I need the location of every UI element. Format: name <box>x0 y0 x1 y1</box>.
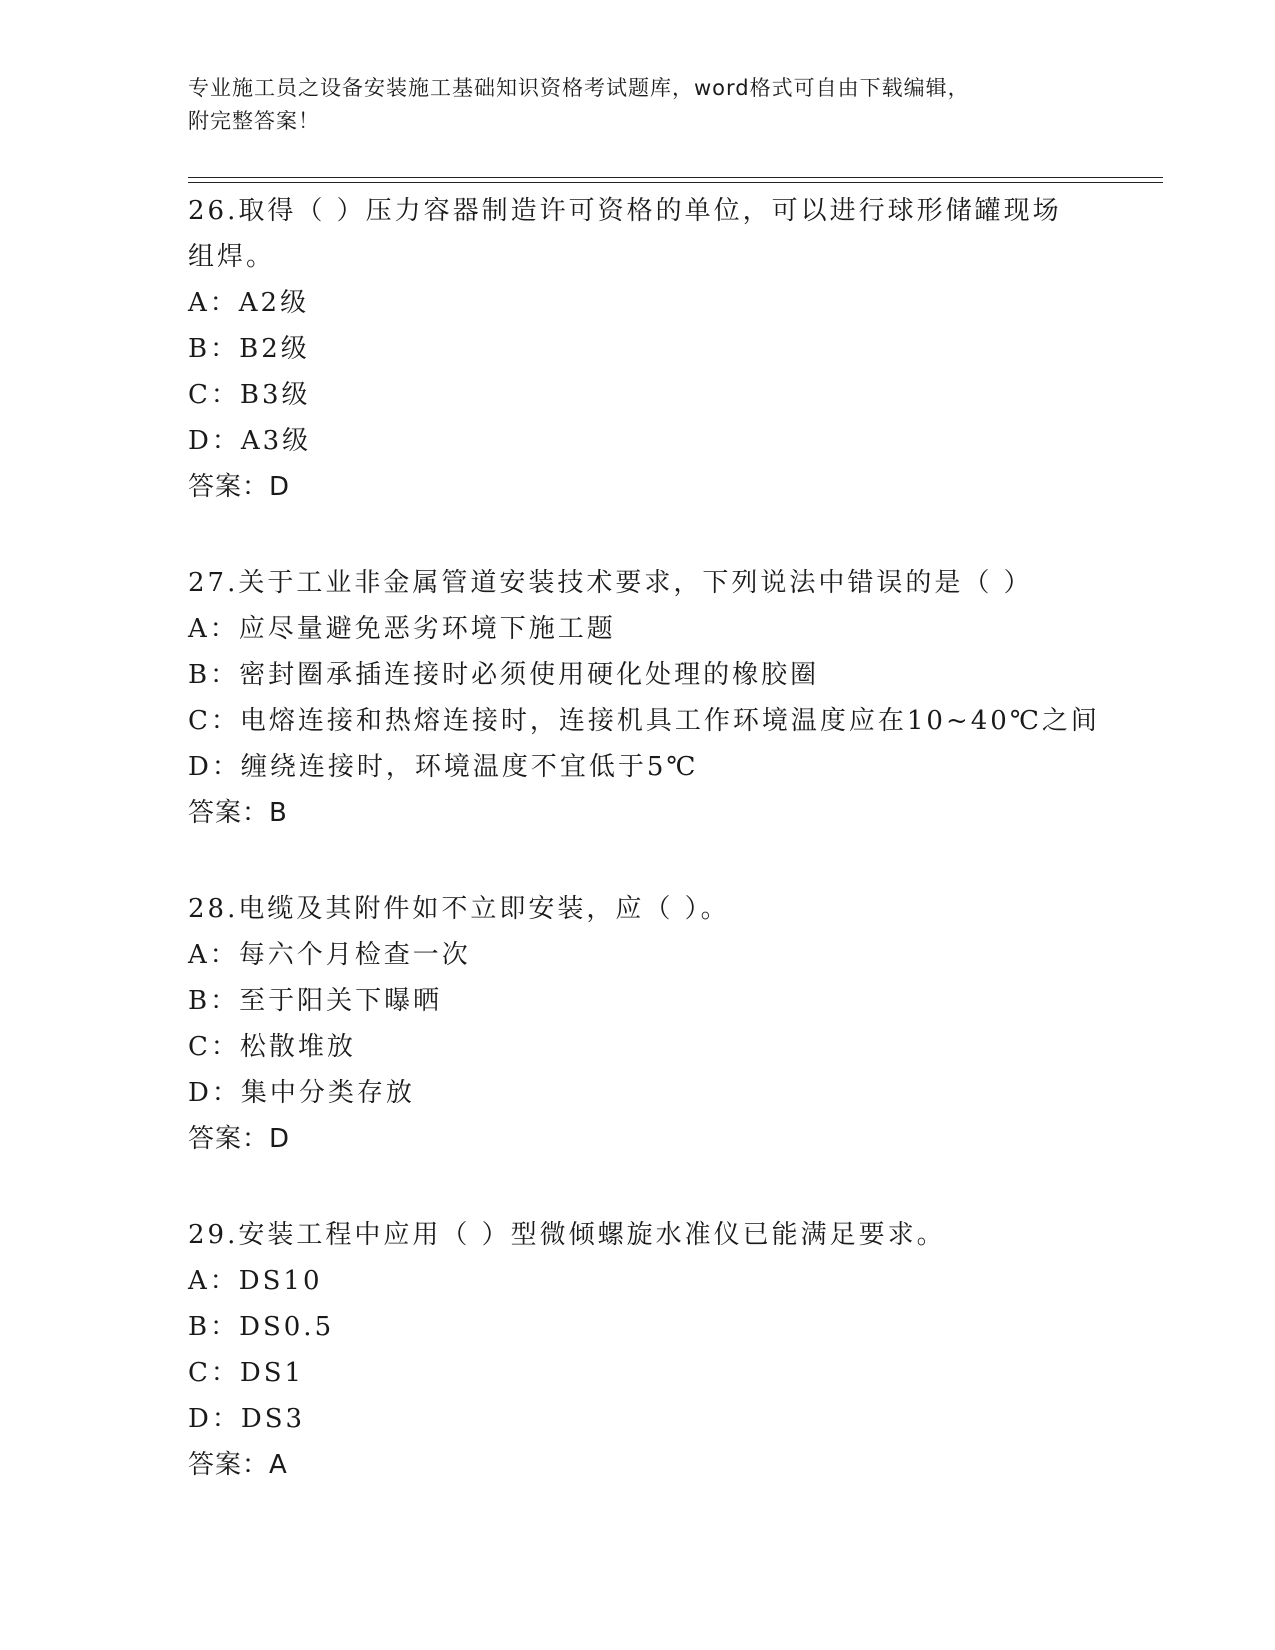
header-divider-top <box>188 177 1163 178</box>
option-c: C：电熔连接和热熔连接时，连接机具工作环境温度应在10~40℃之间 <box>188 706 1100 736</box>
answer-line: 答案：A <box>188 1450 288 1480</box>
option-a: A：A2级 <box>188 288 310 318</box>
option-a: A：每六个月检查一次 <box>188 940 471 970</box>
option-b: B：至于阳关下曝晒 <box>188 986 443 1016</box>
document-header <box>188 72 1168 138</box>
question-stem-line: 27.关于工业非金属管道安装技术要求，下列说法中错误的是（ ） <box>188 568 1033 598</box>
option-c: C：松散堆放 <box>188 1032 356 1062</box>
answer-line: 答案：D <box>188 1124 291 1154</box>
option-b: B：DS0.5 <box>188 1312 335 1342</box>
option-b: B：密封圈承插连接时必须使用硬化处理的橡胶圈 <box>188 660 820 690</box>
option-c: C：DS1 <box>188 1358 305 1388</box>
question-stem-line: 28.电缆及其附件如不立即安装，应（ ）。 <box>188 894 730 924</box>
question-27 <box>188 560 1100 836</box>
option-d: D：缠绕连接时，环境温度不宜低于5℃ <box>188 752 699 782</box>
option-d: D：DS3 <box>188 1404 306 1434</box>
option-b: B：B2级 <box>188 334 310 364</box>
option-d: D：集中分类存放 <box>188 1078 415 1108</box>
question-list <box>188 188 1100 1538</box>
option-c: C：B3级 <box>188 380 311 410</box>
question-stem-line: 26.取得（ ）压力容器制造许可资格的单位，可以进行球形储罐现场 <box>188 196 1062 226</box>
header-line-2: 附完整答案！ <box>188 109 320 133</box>
header-divider-bottom <box>188 182 1163 183</box>
option-a: A：DS10 <box>188 1266 323 1296</box>
question-stem <box>188 188 1088 280</box>
option-d: D：A3级 <box>188 426 312 456</box>
header-line-1: 专业施工员之设备安装施工基础知识资格考试题库，word格式可自由下载编辑， <box>188 76 970 100</box>
question-29 <box>188 1212 1088 1488</box>
option-a: A：应尽量避免恶劣环境下施工题 <box>188 614 616 644</box>
question-stem <box>188 560 1088 606</box>
question-28 <box>188 886 1088 1162</box>
question-stem <box>188 1212 1088 1258</box>
question-stem-line: 29.安装工程中应用（ ）型微倾螺旋水准仪已能满足要求。 <box>188 1220 946 1250</box>
answer-line: 答案：B <box>188 798 288 828</box>
question-26 <box>188 188 1088 510</box>
question-stem-line: 组焊。 <box>188 242 276 272</box>
question-stem <box>188 886 1088 932</box>
answer-line: 答案：D <box>188 472 291 502</box>
